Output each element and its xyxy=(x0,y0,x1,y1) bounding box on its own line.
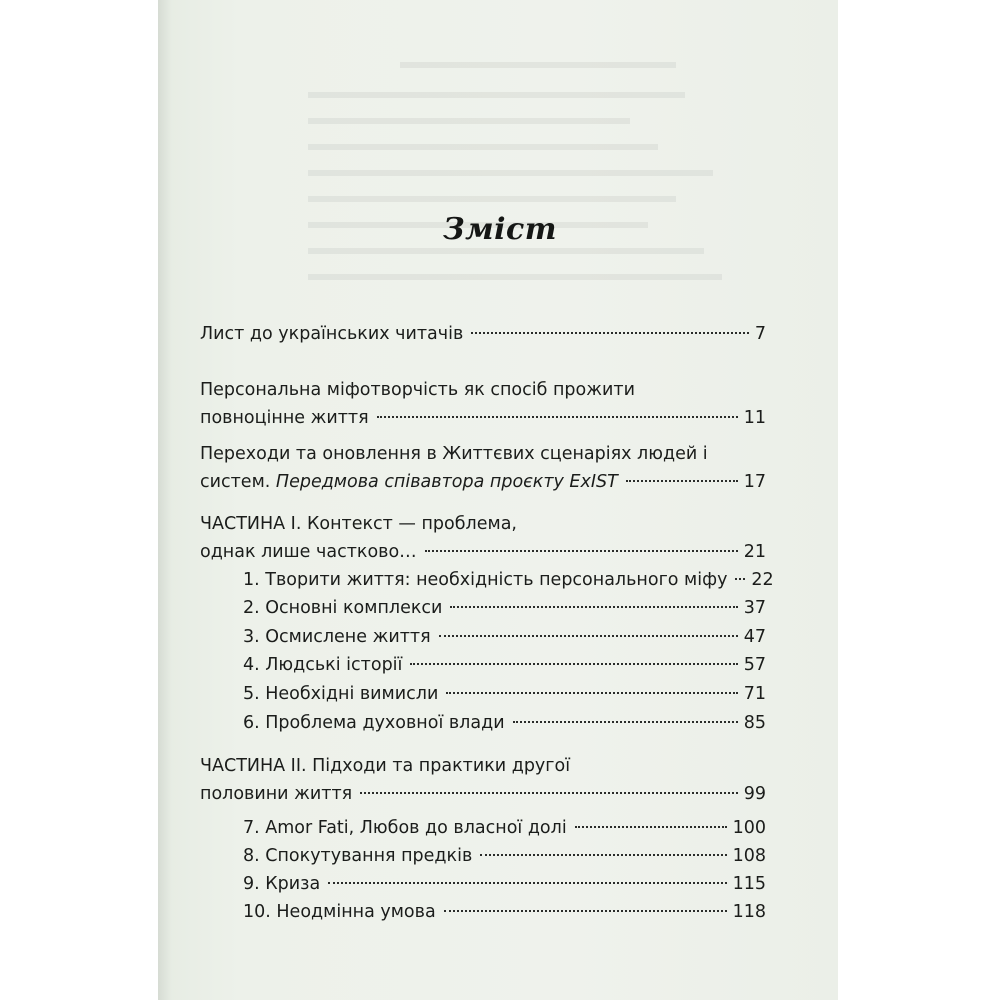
dot-leader xyxy=(377,416,738,418)
toc-entry-title: 6. Проблема духовної влади xyxy=(243,713,505,733)
toc-entry-title: 5. Необхідні вимисли xyxy=(243,684,439,704)
toc-page-number: 99 xyxy=(743,784,766,804)
toc-entry-letter[interactable] xyxy=(200,320,766,348)
toc-entry-personal-myth[interactable] xyxy=(200,376,766,432)
toc-entry-chapter-6[interactable] xyxy=(243,709,766,737)
toc-entry-title-line: ЧАСТИНА I. Контекст — проблема, xyxy=(200,514,517,534)
toc-entry-title: половини життя xyxy=(200,784,353,804)
toc-page-number: 22 xyxy=(751,570,774,590)
toc-entry-title: повноцінне життя xyxy=(200,408,369,428)
toc-entry-chapter-8[interactable] xyxy=(243,842,766,870)
dot-leader xyxy=(735,578,745,580)
dot-leader xyxy=(626,480,738,482)
toc-page-number: 57 xyxy=(743,655,766,675)
toc-entry-part-1[interactable] xyxy=(200,510,766,566)
toc-page-number: 85 xyxy=(743,713,766,733)
toc-entry-title-plain: систем. xyxy=(200,472,276,492)
dot-leader xyxy=(444,910,727,912)
toc-entry-title: 3. Осмислене життя xyxy=(243,627,431,647)
toc-entry-chapter-10[interactable] xyxy=(243,898,766,926)
toc-entry-chapter-2[interactable] xyxy=(243,594,766,622)
toc-page-number: 71 xyxy=(743,684,766,704)
dot-leader xyxy=(513,721,738,723)
toc-entry-title-line: Персональна міфотворчість як спосіб прожити xyxy=(200,380,635,400)
dot-leader xyxy=(480,854,726,856)
toc-page-number: 37 xyxy=(743,598,766,618)
toc-page-number: 17 xyxy=(743,472,766,492)
toc-entry-title: однак лише частково… xyxy=(200,542,417,562)
toc-entry-title xyxy=(200,468,618,496)
toc-page-number: 47 xyxy=(743,627,766,647)
toc-entry-title: 4. Людські історії xyxy=(243,655,403,675)
toc-page-number: 11 xyxy=(743,408,766,428)
dot-leader xyxy=(471,332,749,334)
toc-page-number: 21 xyxy=(743,542,766,562)
toc-entry-title: 2. Основні комплекси xyxy=(243,598,443,618)
dot-leader xyxy=(328,882,726,884)
toc-entry-title: 9. Криза xyxy=(243,874,321,894)
toc-entry-part-2[interactable] xyxy=(200,752,766,808)
toc-page-number: 100 xyxy=(732,818,766,838)
toc-entry-chapter-3[interactable] xyxy=(243,623,766,651)
toc-entry-transitions[interactable] xyxy=(200,440,766,496)
toc-entry-title-italic: Передмова співавтора проєкту ExIST xyxy=(275,472,618,492)
toc-entry-chapter-7[interactable] xyxy=(243,814,766,842)
dot-leader xyxy=(360,792,738,794)
dot-leader xyxy=(575,826,727,828)
dot-leader xyxy=(446,692,737,694)
toc-entry-chapter-4[interactable] xyxy=(243,651,766,679)
page-title: Зміст xyxy=(442,212,558,247)
toc-entry-chapter-1[interactable] xyxy=(243,566,774,594)
toc-page-number: 7 xyxy=(754,324,766,344)
toc-entry-title: 8. Спокутування предків xyxy=(243,846,473,866)
toc-entry-chapter-9[interactable] xyxy=(243,870,766,898)
toc-entry-title-line: Переходи та оновлення в Життєвих сценаріях людей і xyxy=(200,444,708,464)
toc-entry-chapter-5[interactable] xyxy=(243,680,766,708)
toc-page-number: 108 xyxy=(732,846,766,866)
toc-entry-title: 10. Неодмінна умова xyxy=(243,902,436,922)
toc-page-number: 115 xyxy=(732,874,766,894)
toc-entry-title: Лист до українських читачів xyxy=(200,324,464,344)
toc-page-number: 118 xyxy=(732,902,766,922)
toc-entry-title: 1. Творити життя: необхідність персонального міфу xyxy=(243,570,728,590)
toc-entry-title: 7. Amor Fati, Любов до власної долі xyxy=(243,818,567,838)
dot-leader xyxy=(410,663,737,665)
dot-leader xyxy=(425,550,738,552)
toc-entry-title-line: ЧАСТИНА II. Підходи та практики другої xyxy=(200,756,571,776)
dot-leader xyxy=(450,606,737,608)
dot-leader xyxy=(439,635,738,637)
